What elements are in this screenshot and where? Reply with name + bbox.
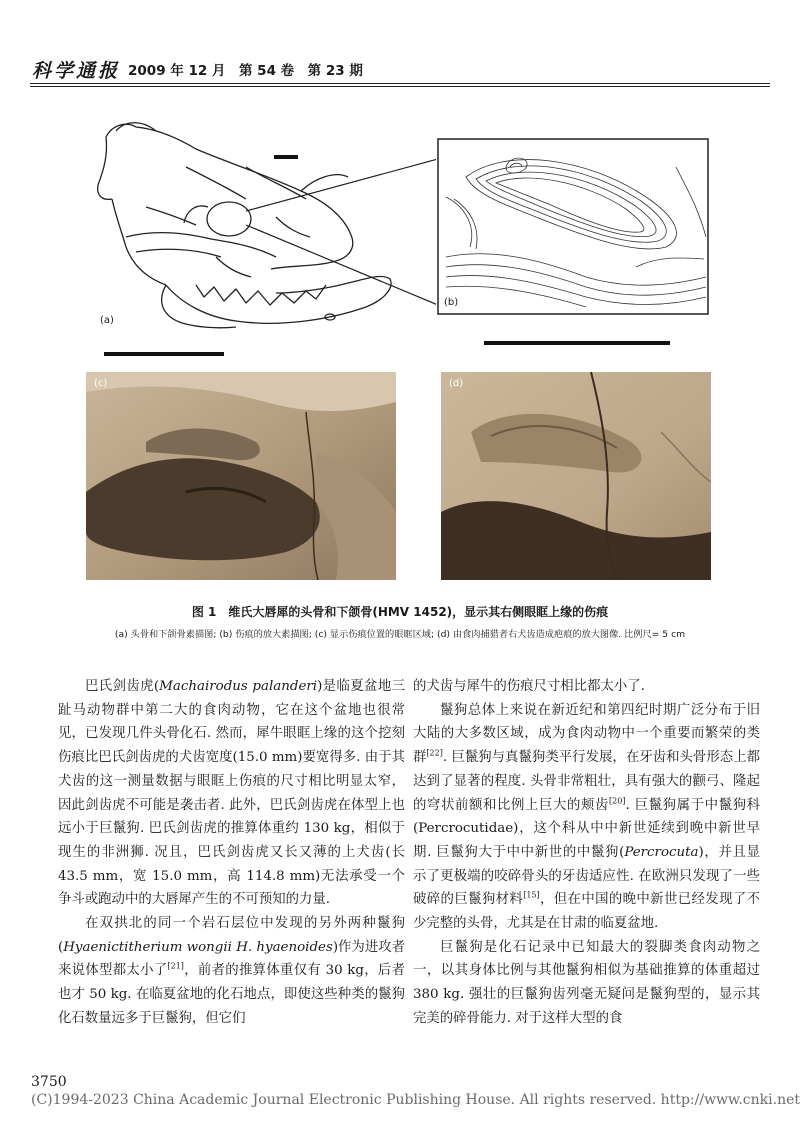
orbit-photo-panel [86, 372, 396, 580]
citation: [22] [426, 748, 443, 758]
body-column-right [413, 675, 760, 1031]
paragraph: 巨鬣狗是化石记录中已知最大的裂脚类食肉动物之一，以其身体比例与其他鬣狗相似为基础推算的体重超过 380 kg. 强壮的巨鬣狗齿列毫无疑问是鬣狗型的，显示其完美的碎骨能力. 对于这样大型的食 [413, 939, 760, 1026]
skull-drawing-panel [86, 107, 436, 337]
text-run: )是临夏盆地三趾马动物群中第二大的食肉动物，它在这个盆地也很常见，已发现几件头骨化石. 然而，犀牛眼眶上缘的这个挖刻伤痕比巴氏剑齿虎的犬齿宽度(15.0 mm)要宽得多. 由于其犬齿的这一测量数据与眼眶上伤痕的尺寸相比明显太窄，因此剑齿虎不可能是袭击者. 此外，巴氏剑齿虎在体型上也远小于巨鬣狗. 巴氏剑齿虎的推算体重约 130 kg，相似于现生的非洲狮. 况且，巴氏剑齿虎又长又薄的上犬齿(长 43.5 mm，宽 15.0 mm，高 114.8 mm)无法承受一个争斗或跑动中的大唇犀产生的不可预知的力量. [58, 679, 405, 908]
copyright-footer: (C)1994-2023 China Academic Journal Electronic Publishing House. All rights reserved. http://www.cnki.net [31, 1092, 800, 1108]
citation: [21] [167, 961, 184, 971]
species-name: Hyaenictitherium wongii H. hyaenoides [63, 939, 333, 955]
text-run: . 巨鬣狗与真鬣狗类平行发展，在牙齿和头骨形态上都达到了显著的程度. 头骨非常粗壮，具有强大的颧弓、隆起的穹状前额和比例上巨大的颊齿 [413, 750, 760, 813]
issue-info: 2009 年 12 月 第 54 卷 第 23 期 [128, 63, 363, 79]
citation: [20] [609, 796, 626, 806]
skull-drawing [86, 107, 436, 337]
panel-label-d: (d) [449, 378, 464, 389]
genus-name: Percrocuta [624, 844, 699, 860]
journal-logo: 科学通报 [32, 59, 121, 82]
wound-drawing [436, 137, 721, 327]
header-rule-thin [30, 86, 770, 87]
text-run: 鬣狗总体上来说在新近纪和第四纪时期广泛分布于旧大陆的大多数区域，成为食肉动物中一个重要而繁荣的类群 [413, 702, 760, 766]
text-run: ，但在中国的晚中新世已经发现了不少完整的头骨，尤其是在甘肃的临夏盆地. [413, 892, 761, 932]
citation: [15] [523, 890, 540, 900]
text-run: )作为进攻者来说体型都太小了 [58, 939, 405, 979]
figure-caption: (a) 头骨和下颌骨素描图; (b) 伤痕的放大素描图; (c) 显示伤痕位置的眼眶区域; (d) 由食肉捕猎者右犬齿造成疤痕的放大图像. 比例尺= 5 cm [114, 629, 686, 640]
orbit-photo [86, 372, 396, 580]
running-header [32, 56, 363, 82]
paragraph [58, 675, 405, 912]
figure-1 [86, 107, 716, 585]
scar-photo [441, 372, 711, 580]
text-run: )，并且显示了更极端的咬碎骨头的牙齿适应性. 在欧洲只发现了一些破碎的巨鬣狗材料 [413, 844, 760, 908]
header-rule [30, 83, 770, 84]
scar-photo-panel [441, 372, 711, 580]
paragraph [413, 699, 760, 936]
body-column-left [58, 675, 405, 1031]
paragraph [58, 912, 405, 1031]
panel-label-b: (b) [444, 297, 459, 308]
text-run: 巴氏剑齿虎( [85, 679, 160, 694]
text-run: . 巨鬣狗属于中鬣狗科(Percrocutidae)，这个科从中中新世延续到晚中新世早期. 巨鬣狗大于中中新世的中鬣狗( [413, 797, 761, 860]
page-number: 3750 [31, 1074, 67, 1090]
figure-title: 图 1 维氏大唇犀的头骨和下颌骨(HMV 1452)，显示其右侧眼眶上缘的伤痕 [191, 605, 609, 619]
text-run: 在双拱北的同一个岩石层位中发现的另外两种鬣狗( [58, 916, 405, 955]
scale-bar-a [274, 155, 298, 159]
wound-drawing-panel [436, 137, 721, 327]
paragraph: 的犬齿与犀牛的伤痕尺寸相比都太小了. [413, 679, 645, 694]
scale-bar-c [104, 352, 224, 356]
text-run: ，前者的推算体重仅有 30 kg，后者也才 50 kg. 在临夏盆地的化石地点，即使这些种类的鬣狗化石数量远多于巨鬣狗，但它们 [58, 963, 405, 1026]
species-name: Machairodus palanderi [159, 679, 318, 694]
scale-bar-b [484, 341, 670, 345]
panel-label-c: (c) [94, 378, 108, 389]
panel-label-a: (a) [100, 315, 114, 326]
